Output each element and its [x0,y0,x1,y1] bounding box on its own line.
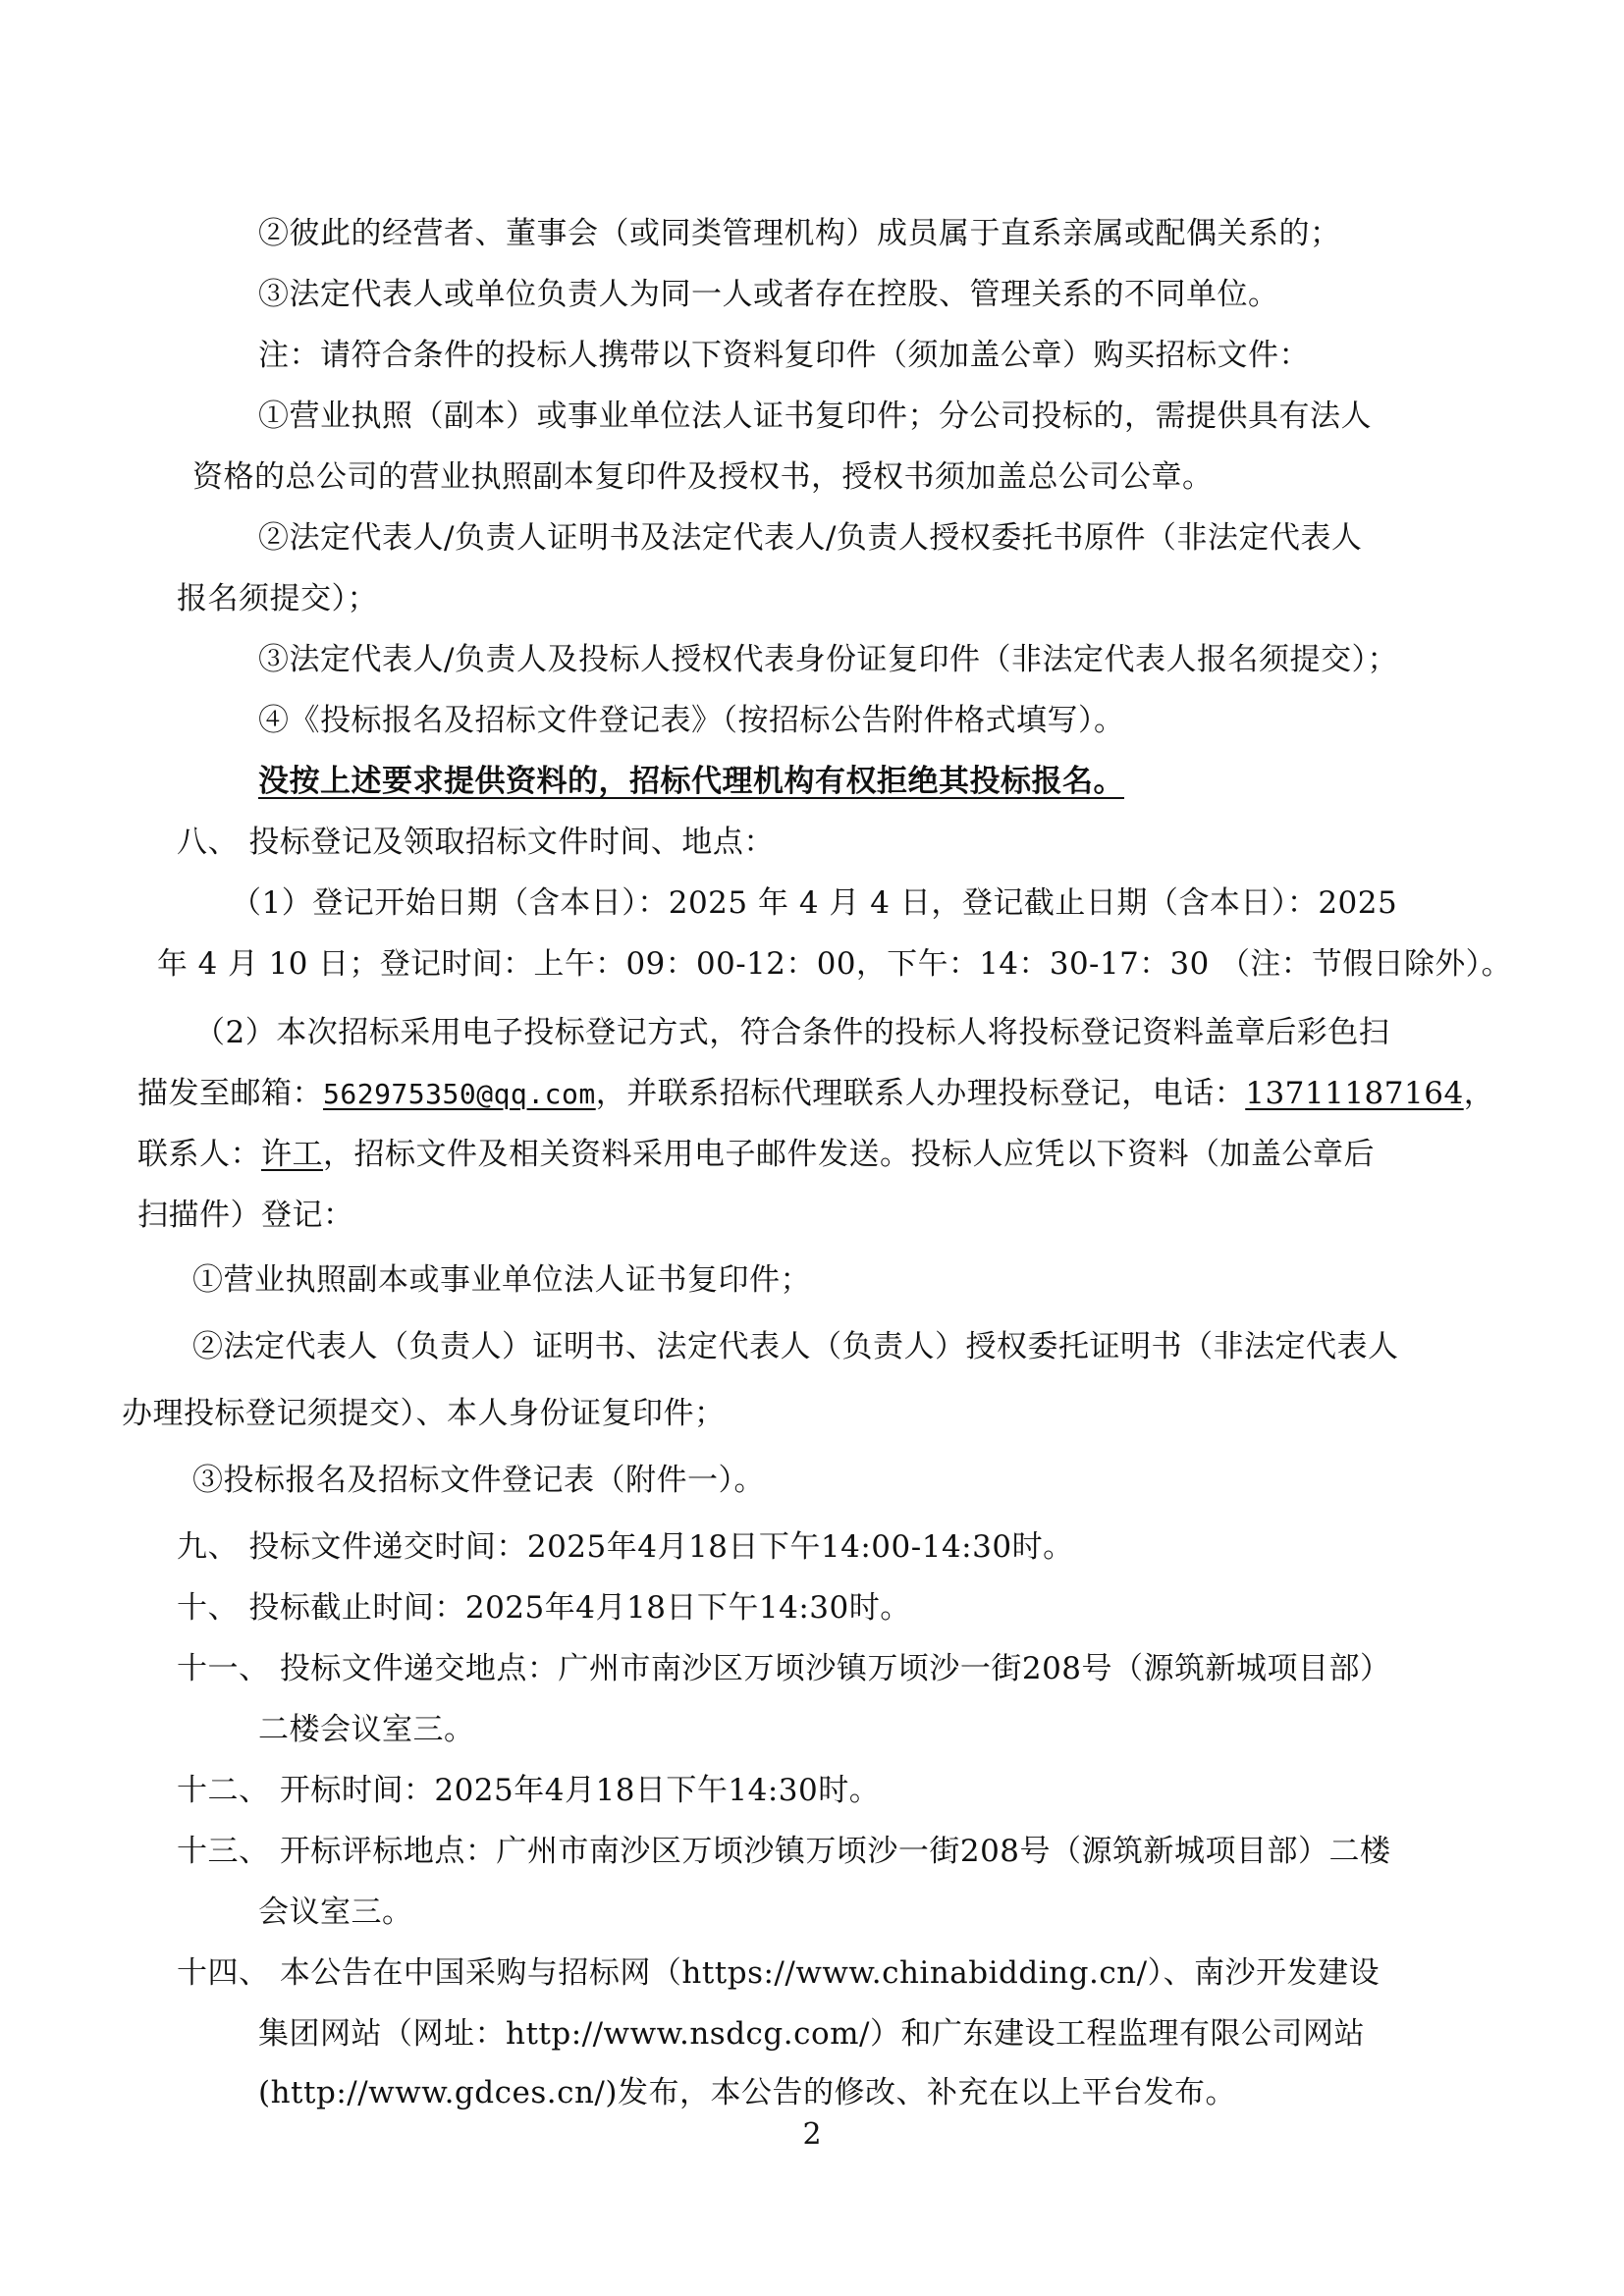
section-heading-12: 十二、 开标时间：2025年4月18日下午14:30时。 [177,1773,881,1808]
paragraph-line: ②法定代表人（负责人）证明书、法定代表人（负责人）授权委托证明书（非法定代表人 [192,1329,1399,1364]
paragraph-line: (http://www.gdces.cn/)发布，本公告的修改、补充在以上平台发布。 [258,2075,1236,2110]
paragraph-line: ③法定代表人/负责人及投标人授权代表身份证复印件（非法定代表人报名须提交）； [258,642,1398,677]
paragraph-line: ③投标报名及招标文件登记表（附件一）。 [192,1463,765,1498]
paragraph-line: （1）登记开始日期（含本日）：2025 年 4 月 4 日，登记截止日期（含本日）：2025 [231,885,1398,921]
text-fragment: ， [1463,1076,1495,1111]
section-heading-8: 八、 投标登记及领取招标文件时间、地点： [177,825,775,860]
section-heading-13: 十三、 开标评标地点：广州市南沙区万顷沙镇万顷沙一街208号（源筑新城项目部）二楼 [177,1834,1391,1869]
warning-line: 没按上述要求提供资料的，招标代理机构有权拒绝其投标报名。 [258,764,1124,799]
paragraph-line: ③法定代表人或单位负责人为同一人或者存在控股、管理关系的不同单位。 [258,277,1279,312]
contact-line [137,1074,1494,1114]
paragraph-line: ①营业执照副本或事业单位法人证书复印件； [192,1262,811,1298]
paragraph-line: ②彼此的经营者、董事会（或同类管理机构）成员属于直系亲属或配偶关系的； [258,216,1341,251]
text-fragment: ，招标文件及相关资料采用电子邮件发送。投标人应凭以下资料（加盖公章后 [323,1137,1375,1172]
paragraph-line: 注：请符合条件的投标人携带以下资料复印件（须加盖公章）购买招标文件： [258,338,1310,373]
paragraph-line: 扫描件）登记： [137,1198,354,1233]
paragraph-line: （2）本次招标采用电子投标登记方式，符合条件的投标人将投标登记资料盖章后彩色扫 [194,1015,1390,1050]
paragraph-line: 集团网站（网址：http://www.nsdcg.com/）和广东建设工程监理有限公司网站 [258,2016,1365,2052]
paragraph-line: 二楼会议室三。 [258,1712,475,1747]
text-fragment: ，并联系招标代理联系人办理投标登记，电话： [595,1076,1246,1111]
paragraph-line: 年 4 月 10 日；登记时间：上午：09：00-12：00，下午：14：30-17：30 （注：节假日除外）。 [157,946,1512,982]
section-heading-9: 九、 投标文件递交时间：2025年4月18日下午14:00-14:30时。 [177,1529,1074,1565]
page-number: 2 [802,2117,822,2152]
section-heading-11: 十一、 投标文件递交地点：广州市南沙区万顷沙镇万顷沙一街208号（源筑新城项目部） [177,1651,1391,1686]
section-heading-10: 十、 投标截止时间：2025年4月18日下午14:30时。 [177,1590,911,1626]
contact-line [137,1135,1375,1174]
paragraph-line: 报名须提交）； [177,581,378,616]
paragraph-line: 办理投标登记须提交）、本人身份证复印件； [122,1396,726,1431]
paragraph-line: ①营业执照（副本）或事业单位法人证书复印件；分公司投标的，需提供具有法人 [258,399,1372,434]
paragraph-line: ④《投标报名及招标文件登记表》（按招标公告附件格式填写）。 [258,703,1125,738]
text-fragment: 描发至邮箱： [137,1076,323,1111]
section-heading-14: 十四、 本公告在中国采购与招标网（https://www.chinabidding.cn/）、南沙开发建设 [177,1955,1380,1991]
paragraph-line: ②法定代表人/负责人证明书及法定代表人/负责人授权委托书原件（非法定代表人 [258,520,1363,556]
paragraph-line: 资格的总公司的营业执照副本复印件及授权书，授权书须加盖总公司公章。 [192,459,1214,495]
email-link[interactable]: 562975350@qq.com [323,1078,596,1110]
paragraph-line: 会议室三。 [258,1895,413,1930]
phone-number: 13711187164 [1245,1076,1464,1111]
text-fragment: 联系人： [137,1137,261,1172]
contact-person: 许工 [261,1137,323,1172]
